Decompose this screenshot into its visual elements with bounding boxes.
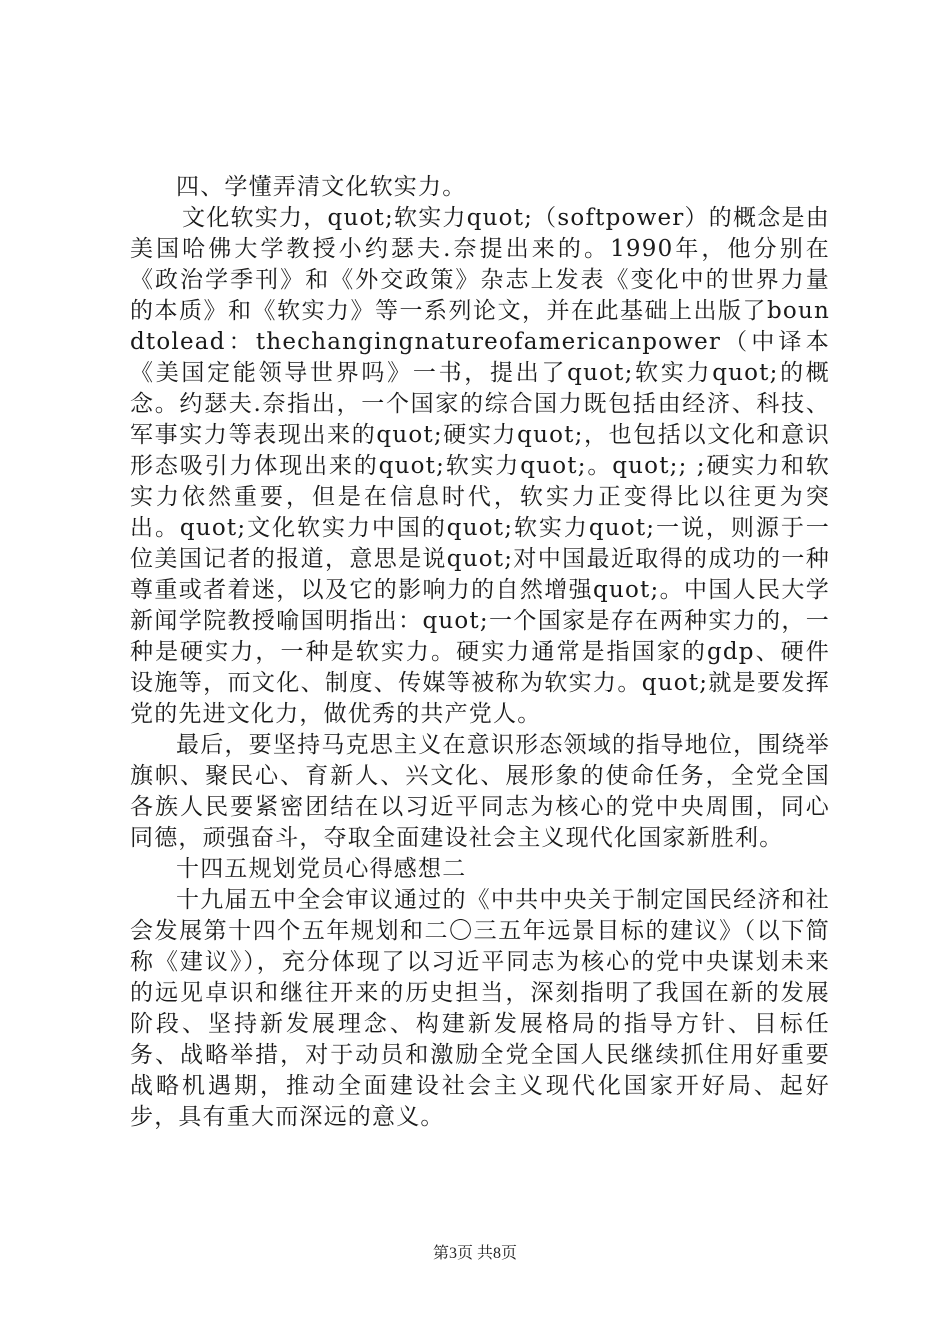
- section-heading-soft-power: 四、学懂弄清文化软实力。: [176, 174, 467, 200]
- paragraph-conclusion: 最后，要坚持马克思主义在意识形态领域的指导地位，围绕举旗帜、聚民心、育新人、兴文化、展形象的使命任务，全党全国各族人民要紧密团结在以习近平同志为核心的党中央周围，同心同德，顽强奋斗，夺取全面建设社会主义现代化国家新胜利。: [130, 732, 830, 851]
- paragraph-soft-power: 文化软实力，quot;软实力quot;（softpower）的概念是由美国哈佛大学教授小约瑟夫.奈提出来的。1990年，他分别在《政治学季刊》和《外交政策》杂志上发表《变化中的世界力量的本质》和《软实力》等一系列论文，并在此基础上出版了boundtolead：thechangingnatureofamericanpower（中译本《美国定能领导世界吗》一书，提出了quot;软实力quot;的概念。约瑟夫.奈指出，一个国家的综合国力既包括由经济、科技、军事实力等表现出来的quot;硬实力quot;，也包括以文化和意识形态吸引力体现出来的quot;软实力quot;。quot;; ;硬实力和软实力依然重要，但是在信息时代，软实力正变得比以往更为突出。quot;文化软实力中国的quot;软实力quot;一说，则源于一位美国记者的报道，意思是说quot;对中国最近取得的成功的一种尊重或者着迷，以及它的影响力的自然增强quot;。中国人民大学新闻学院教授喻国明指出：quot;一个国家是存在两种实力的，一种是硬实力，一种是软实力。硬实力通常是指国家的gdp、硬件设施等，而文化、制度、传媒等被称为软实力。quot;就是要发挥党的先进文化力，做优秀的共产党人。: [130, 205, 830, 727]
- paragraph-plan-suggestion: 十九届五中全会审议通过的《中共中央关于制定国民经济和社会发展第十四个五年规划和二〇三五年远景目标的建议》（以下简称《建议》），充分体现了以习近平同志为核心的党中央谋划未来的远见卓识和继往开来的历史担当，深刻指明了我国在新的发展阶段、坚持新发展理念、构建新发展格局的指导方针、目标任务、战略举措，对于动员和激励全党全国人民继续抓住用好重要战略机遇期，推动全面建设社会主义现代化国家开好局、起好步，具有重大而深远的意义。: [130, 887, 830, 1130]
- section-heading-reflection-two: 十四五规划党员心得感想二: [176, 856, 467, 882]
- document-body: [130, 172, 830, 1133]
- page-number-footer: 第3页 共8页: [432, 1245, 517, 1262]
